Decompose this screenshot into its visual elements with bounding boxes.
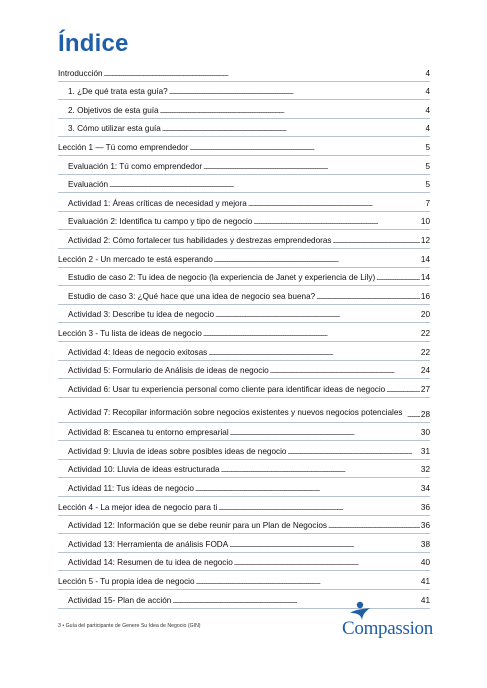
toc-entry[interactable] <box>58 534 430 553</box>
toc-entry-title: Lección 5 - Tu propia idea de negocio <box>58 577 195 587</box>
toc-entry[interactable] <box>58 100 430 119</box>
toc-entry[interactable] <box>58 423 430 442</box>
toc-leader-dots <box>109 180 424 189</box>
toc-entry[interactable] <box>58 230 430 249</box>
toc-entry-title: Estudio de caso 2: Tu idea de negocio (la experiencia de Janet y experiencia de Lily) <box>68 273 376 283</box>
toc-entry[interactable] <box>58 305 430 324</box>
toc-entry-page-number: 12 <box>420 235 430 245</box>
table-of-contents <box>58 63 430 609</box>
toc-entry-title: Lección 2 - Un mercado te está esperando <box>58 254 213 264</box>
toc-entry[interactable] <box>58 516 430 535</box>
toc-entry-page-number: 34 <box>420 484 430 494</box>
toc-entry-page-number: 14 <box>420 273 430 283</box>
toc-entry[interactable] <box>58 379 430 398</box>
toc-entry-page-number: 38 <box>420 539 430 549</box>
toc-entry-title: Estudio de caso 3: ¿Qué hace que una idea de negocio sea buena? <box>68 291 316 301</box>
toc-entry-page-number: 10 <box>420 217 430 227</box>
toc-entry[interactable] <box>58 286 430 305</box>
toc-entry-page-number: 4 <box>425 105 430 115</box>
toc-leader-dots <box>287 447 419 456</box>
toc-entry-title: Introducción <box>58 68 103 78</box>
toc-entry-page-number: 31 <box>420 446 430 456</box>
toc-entry[interactable] <box>58 478 430 497</box>
toc-entry-page-number: 41 <box>420 595 430 605</box>
toc-entry-title: Actividad 9: Lluvia de ideas sobre posibles ideas de negocio <box>68 446 287 456</box>
toc-entry-page-number: 4 <box>425 87 430 97</box>
toc-leader-dots <box>328 521 420 530</box>
toc-entry-title: Actividad 3: Describe tu idea de negocio <box>68 310 215 320</box>
toc-entry-page-number: 30 <box>420 428 430 438</box>
toc-leader-dots <box>270 366 420 375</box>
toc-entry[interactable] <box>58 497 430 516</box>
toc-entry[interactable] <box>58 82 430 101</box>
toc-entry-title: Actividad 14: Resumen de tu idea de negocio <box>68 558 233 568</box>
toc-entry-title: Actividad 12: Información que se debe reunir para un Plan de Negocios <box>68 521 327 531</box>
toc-entry-title: Actividad 7: Recopilar información sobre negocios existentes y nuevos negocios potenciales <box>68 408 403 418</box>
toc-entry-page-number: 5 <box>425 180 430 190</box>
toc-entry-title: 1. ¿De qué trata esta guía? <box>68 87 168 97</box>
toc-entry[interactable] <box>58 460 430 479</box>
toc-entry-page-number: 27 <box>420 384 430 394</box>
toc-leader-dots <box>248 199 425 208</box>
toc-leader-dots <box>376 273 420 282</box>
logo-wordmark: Compassion <box>342 618 433 639</box>
toc-entry-page-number: 22 <box>420 347 430 357</box>
toc-leader-dots <box>229 540 420 549</box>
toc-entry-page-number: 5 <box>425 142 430 152</box>
toc-entry[interactable] <box>58 268 430 287</box>
toc-entry[interactable] <box>58 361 430 380</box>
toc-entry-title: Actividad 10: Lluvia de ideas estructurada <box>68 465 220 475</box>
toc-entry-page-number: 22 <box>420 328 430 338</box>
toc-leader-dots <box>203 329 420 338</box>
toc-leader-dots <box>196 577 420 586</box>
toc-entry[interactable] <box>58 137 430 156</box>
toc-entry-page-number: 7 <box>425 198 430 208</box>
toc-entry-page-number: 36 <box>420 521 430 531</box>
toc-entry[interactable] <box>58 212 430 231</box>
toc-leader-dots <box>218 503 420 512</box>
toc-entry-title: Evaluación <box>68 180 109 190</box>
toc-leader-dots <box>189 143 424 152</box>
toc-entry-page-number: 20 <box>420 310 430 320</box>
toc-entry-page-number: 4 <box>425 68 430 78</box>
toc-leader-dots <box>160 106 425 115</box>
toc-entry-title: Actividad 13: Herramienta de análisis FODA <box>68 539 229 549</box>
toc-leader-dots <box>221 465 420 474</box>
toc-entry-title: Actividad 1: Áreas críticas de necesidad y mejora <box>68 198 247 208</box>
toc-entry-page-number: 16 <box>420 291 430 301</box>
toc-entry[interactable] <box>58 342 430 361</box>
toc-entry-page-number: 4 <box>425 124 430 134</box>
toc-leader-dots <box>208 348 420 357</box>
toc-entry[interactable] <box>58 398 430 423</box>
toc-leader-dots <box>234 558 420 567</box>
toc-entry-title: Actividad 2: Cómo fortalecer tus habilidades y destrezas emprendedoras <box>68 235 332 245</box>
toc-entry-page-number: 40 <box>420 558 430 568</box>
toc-entry-title: Actividad 6: Usar tu experiencia personal como cliente para identificar ideas de negocio <box>68 384 386 394</box>
toc-entry[interactable] <box>58 323 430 342</box>
toc-entry-page-number: 14 <box>420 254 430 264</box>
toc-leader-dots <box>333 236 420 245</box>
toc-entry-title: 3. Cómo utilizar esta guía <box>68 124 161 134</box>
toc-entry[interactable] <box>58 175 430 194</box>
toc-entry-title: Lección 1 — Tú como emprendedor <box>58 142 189 152</box>
toc-entry-title: Lección 4 - La mejor idea de negocio para ti <box>58 502 218 512</box>
toc-entry-title: Actividad 15- Plan de acción <box>68 595 172 605</box>
toc-entry-title: Actividad 4: Ideas de negocio exitosas <box>68 347 208 357</box>
toc-leader-dots <box>104 69 425 78</box>
toc-leader-dots <box>203 162 424 171</box>
page-footer: 3 • Guía del participante de Genere Su Idea de Negocio (GIN) <box>58 623 201 629</box>
toc-entry-page-number: 28 <box>420 409 430 419</box>
toc-entry-page-number: 32 <box>420 465 430 475</box>
toc-entry-title: Lección 3 - Tu lista de ideas de negocio <box>58 328 202 338</box>
toc-entry-title: Actividad 8: Escanea tu entorno empresarial <box>68 428 229 438</box>
toc-entry-page-number: 5 <box>425 161 430 171</box>
toc-leader-dots <box>253 217 420 226</box>
compassion-logo <box>342 600 442 640</box>
toc-entry[interactable] <box>58 193 430 212</box>
toc-entry-page-number: 41 <box>420 577 430 587</box>
toc-entry-page-number: 24 <box>420 366 430 376</box>
toc-entry[interactable] <box>58 571 430 590</box>
toc-entry[interactable] <box>58 553 430 572</box>
toc-entry-title: 2. Objetivos de esta guía <box>68 105 159 115</box>
toc-entry-page-number: 36 <box>420 502 430 512</box>
toc-leader-dots <box>214 255 420 264</box>
toc-leader-dots <box>169 87 425 96</box>
toc-entry-title: Evaluación 2: Identifica tu campo y tipo de negocio <box>68 217 253 227</box>
page-title: Índice <box>58 30 129 57</box>
toc-leader-dots <box>316 292 420 301</box>
toc-entry[interactable] <box>58 119 430 138</box>
toc-entry-title: Actividad 11: Tus ideas de negocio <box>68 484 194 494</box>
toc-leader-dots <box>195 484 420 493</box>
toc-entry-title: Evaluación 1: Tú como emprendedor <box>68 161 203 171</box>
toc-entry[interactable] <box>58 63 430 82</box>
toc-entry-title: Actividad 5: Formulario de Análisis de ideas de negocio <box>68 366 269 376</box>
toc-entry[interactable] <box>58 441 430 460</box>
toc-leader-dots <box>230 428 420 437</box>
toc-leader-dots <box>407 410 420 419</box>
toc-entry[interactable] <box>58 156 430 175</box>
toc-leader-dots <box>162 124 425 133</box>
toc-leader-dots <box>215 310 420 319</box>
toc-entry[interactable] <box>58 249 430 268</box>
toc-leader-dots <box>386 385 420 394</box>
